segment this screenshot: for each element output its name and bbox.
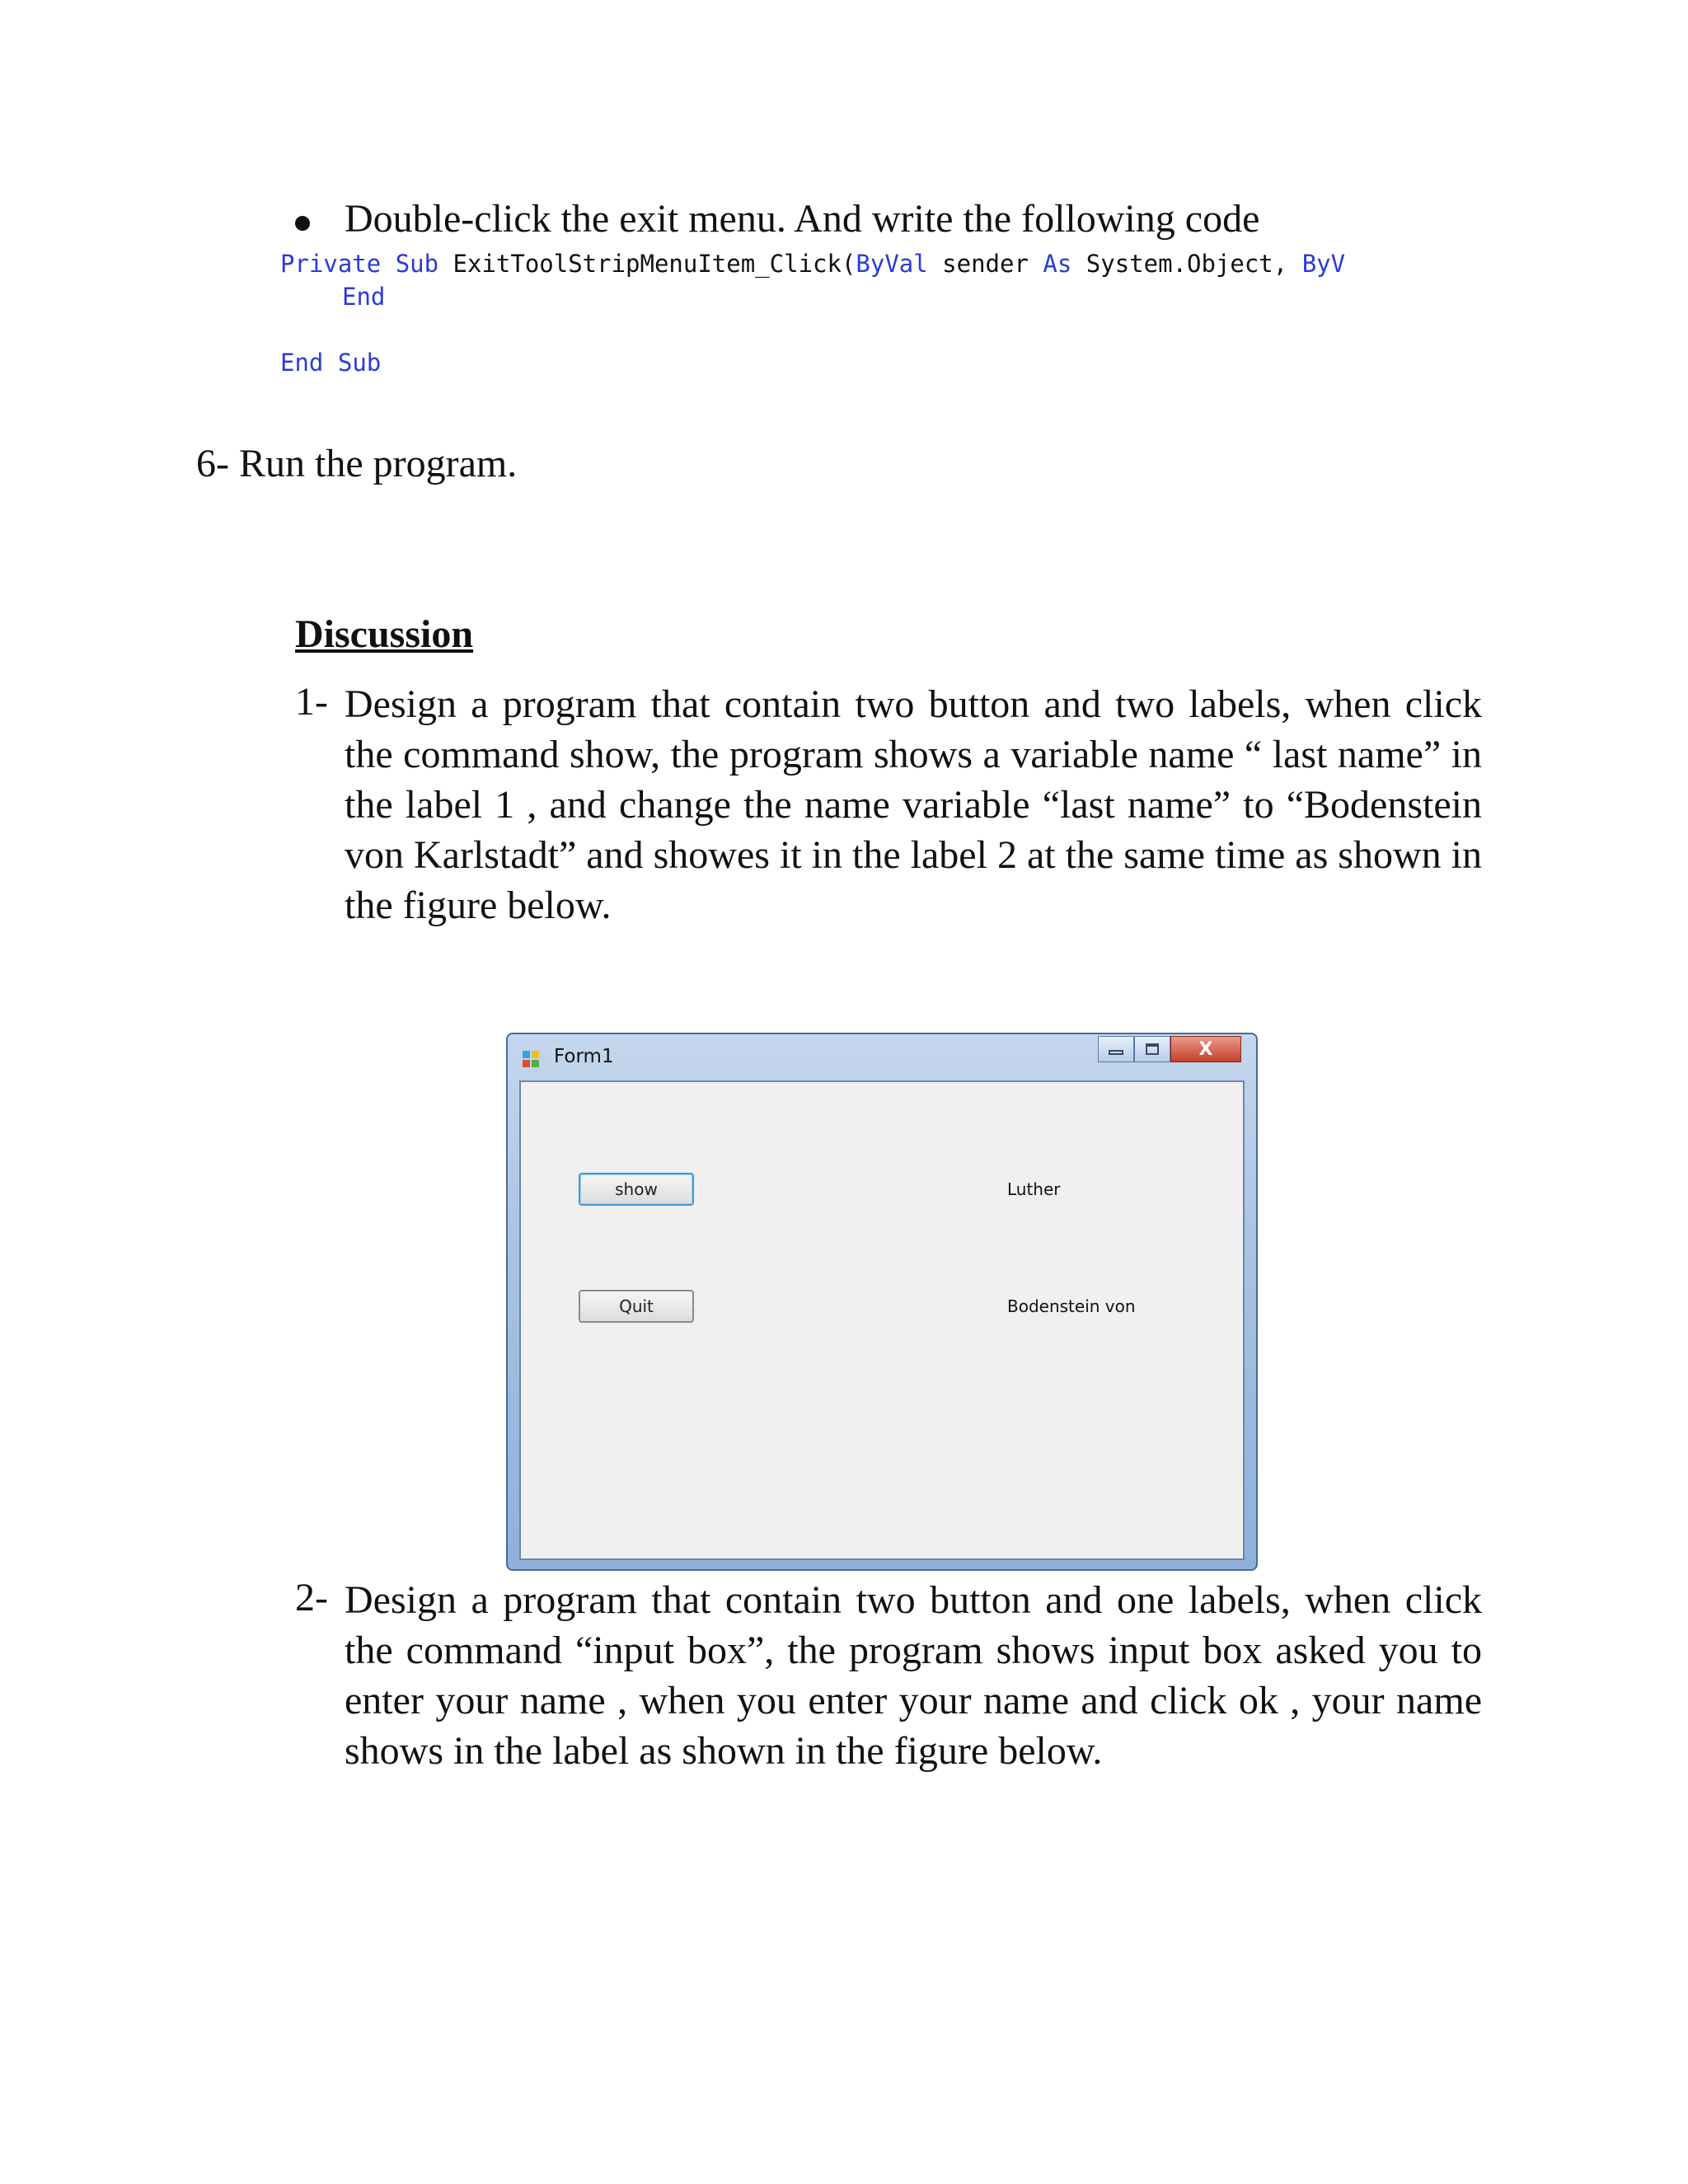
minimize-icon (1109, 1050, 1123, 1055)
code-line-3 (280, 349, 381, 377)
close-icon: X (1198, 1038, 1213, 1060)
code-token: System.Object, (1071, 250, 1302, 278)
window-controls (1098, 1036, 1241, 1064)
code-token: ByVal (856, 250, 928, 278)
code-token: Sub (395, 250, 439, 278)
discussion-heading: Discussion (295, 612, 474, 656)
code-token: sender (927, 250, 1043, 278)
code-token (381, 250, 395, 278)
code-token: As (1043, 250, 1072, 278)
item-2-number: 2- (295, 1576, 328, 1619)
code-line-2: End (342, 283, 386, 311)
maximize-button[interactable] (1134, 1036, 1170, 1062)
label-1: Luther (1007, 1179, 1061, 1199)
form1-window (506, 1033, 1258, 1571)
show-button[interactable]: show (579, 1173, 694, 1206)
code-token: ExitToolStripMenuItem_Click( (438, 250, 856, 278)
code-token: Private (280, 250, 382, 278)
maximize-icon (1146, 1043, 1159, 1055)
code-token: ByV (1301, 250, 1346, 278)
item-2-text: Design a program that contain two button and one labels, when click the command “input box”, the program shows input box asked you to enter your name , when you enter your name and click ok , your name shows in the label as shown in the figure below. (345, 1578, 1482, 1773)
minimize-button[interactable] (1098, 1036, 1134, 1062)
item-1-text: Design a program that contain two button and two labels, when click the command show, the program shows a variable name “ last name” in the label 1 , and change the name variable “last name” to “Bodenstein von Karlstadt” and showes it in the label 2 at the same time as shown in the figure below. (345, 682, 1482, 927)
window-title-bar[interactable] (508, 1034, 1256, 1080)
code-end-keyword: End (280, 349, 324, 377)
window-caption: Form1 (554, 1046, 614, 1067)
code-sub-keyword: Sub (337, 349, 382, 377)
quit-button[interactable]: Quit (579, 1290, 694, 1323)
form-app-icon (523, 1051, 541, 1067)
bullet-icon (295, 216, 310, 231)
bullet-instruction: Double-click the exit menu. And write the following code (345, 197, 1260, 241)
code-line-1 (280, 250, 1441, 278)
label-2: Bodenstein von (1007, 1296, 1136, 1316)
form-client-area (519, 1080, 1245, 1560)
item-1-number: 1- (295, 680, 328, 724)
step-6: 6- Run the program. (196, 442, 518, 485)
close-button[interactable] (1170, 1036, 1241, 1062)
